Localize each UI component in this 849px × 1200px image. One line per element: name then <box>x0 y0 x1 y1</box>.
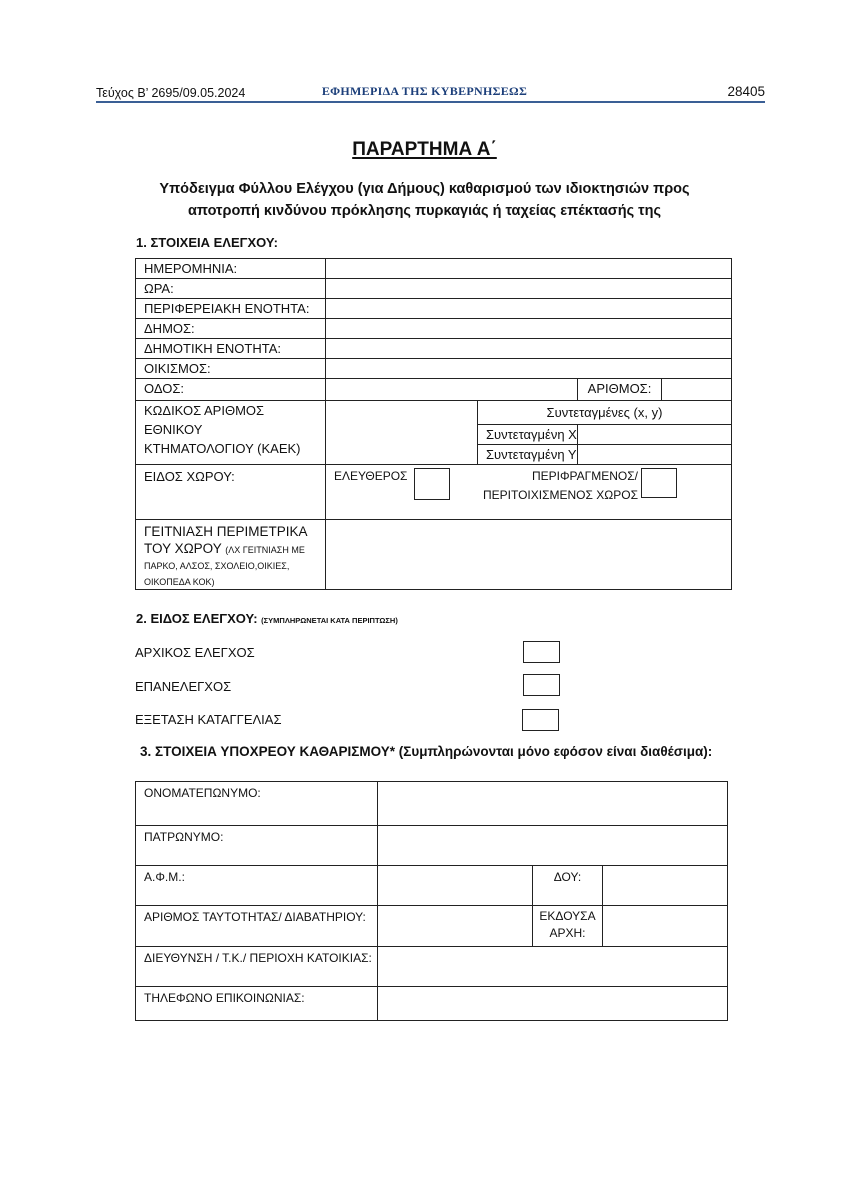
issuing-authority-label <box>533 906 603 947</box>
fenced-line-2: ΠΕΡΙΤΟΙΧΙΣΜΕΝΟΣ ΧΩΡΟΣ <box>482 488 638 502</box>
fenced-space-label <box>476 467 638 505</box>
page-number: 28405 <box>727 84 765 99</box>
full-name-field[interactable] <box>378 782 728 826</box>
father-name-field[interactable] <box>378 826 728 866</box>
issue-reference: Τεύχος Β’ 2695/09.05.2024 <box>96 86 246 100</box>
section-2-title: 2. ΕΙΔΟΣ ΕΛΕΓΧΟΥ: <box>136 611 258 626</box>
time-field[interactable] <box>326 279 732 299</box>
issuing-authority-field[interactable] <box>603 906 728 947</box>
section-2-note: (ΣΥΜΠΛΗΡΩΝΕΤΑΙ ΚΑΤΑ ΠΕΡΙΠΤΩΣΗ) <box>261 616 398 625</box>
municipality-label: ΔΗΜΟΣ: <box>136 319 326 339</box>
date-field[interactable] <box>326 259 732 279</box>
settlement-field[interactable] <box>326 359 732 379</box>
date-label: ΗΜΕΡΟΜΗΝΙΑ: <box>136 259 326 279</box>
journal-name: ΕΦΗΜΕΡΙΔΑ ΤΗΣ ΚΥΒΕΡΝΗΣΕΩΣ <box>321 84 528 98</box>
coordinates-header: Συντεταγμένες (x, y) <box>478 401 732 425</box>
afm-label: Α.Φ.Μ.: <box>136 866 378 906</box>
afm-field[interactable] <box>378 866 533 906</box>
annex-title: ΠΑΡΑΡΤΗΜΑ Α΄ <box>352 139 497 160</box>
initial-check-checkbox[interactable] <box>523 641 560 663</box>
form-subtitle <box>110 178 739 222</box>
recheck-checkbox[interactable] <box>523 674 560 696</box>
municipality-field[interactable] <box>326 319 732 339</box>
neighbors-line-2: ΤΟΥ ΧΩΡΟΥ <box>144 541 222 556</box>
section-2-heading <box>136 611 398 626</box>
fenced-space-checkbox[interactable] <box>641 468 677 498</box>
number-field[interactable] <box>662 379 732 401</box>
kaek-label <box>136 401 326 465</box>
header-rule <box>96 101 765 103</box>
regional-unit-label: ΠΕΡΙΦΕΡΕΙΑΚΗ ΕΝΟΤΗΤΑ: <box>136 299 326 319</box>
neighbors-label <box>136 520 326 590</box>
subtitle-line-1: Υπόδειγμα Φύλλου Ελέγχου (για Δήμους) καθαρισμού των ιδιοκτησιών προς <box>159 181 690 197</box>
coord-x-field[interactable] <box>578 425 732 445</box>
phone-field[interactable] <box>378 987 728 1021</box>
initial-check-label: ΑΡΧΙΚΟΣ ΕΛΕΓΧΟΣ <box>135 645 255 660</box>
kaek-label-line-1: ΚΩΔΙΚΟΣ ΑΡΙΘΜΟΣ <box>144 403 265 418</box>
municipal-unit-label: ΔΗΜΟΤΙΚΗ ΕΝΟΤΗΤΑ: <box>136 339 326 359</box>
coord-y-field[interactable] <box>578 445 732 465</box>
issuing-line-1: ΕΚΔΟΥΣΑ <box>539 909 596 923</box>
free-space-checkbox[interactable] <box>414 468 450 500</box>
space-type-options <box>326 465 732 520</box>
doy-field[interactable] <box>603 866 728 906</box>
id-number-label: ΑΡΙΘΜΟΣ ΤΑΥΤΟΤΗΤΑΣ/ ΔΙΑΒΑΤΗΡΙΟΥ: <box>136 906 378 947</box>
obligor-details-table <box>135 781 728 1021</box>
free-space-label: ΕΛΕΥΘΕΡΟΣ <box>334 469 408 483</box>
complaint-label: ΕΞΕΤΑΣΗ ΚΑΤΑΓΓΕΛΙΑΣ <box>135 712 282 727</box>
father-name-label: ΠΑΤΡΩΝΥΜΟ: <box>136 826 378 866</box>
address-label: ΔΙΕΥΘΥΝΣΗ / Τ.Κ./ ΠΕΡΙΟΧΗ ΚΑΤΟΙΚΙΑΣ: <box>136 947 378 987</box>
regional-unit-field[interactable] <box>326 299 732 319</box>
inspection-details-table <box>135 258 732 590</box>
doy-label: ΔΟΥ: <box>533 866 603 906</box>
id-number-field[interactable] <box>378 906 533 947</box>
fenced-line-1: ΠΕΡΙΦΡΑΓΜΕΝΟΣ/ <box>531 469 638 483</box>
kaek-field[interactable] <box>326 401 478 465</box>
address-field[interactable] <box>378 947 728 987</box>
kaek-label-line-2: ΕΘΝΙΚΟΥ <box>144 422 203 437</box>
street-label: ΟΔΟΣ: <box>136 379 326 401</box>
time-label: ΩΡΑ: <box>136 279 326 299</box>
section-1-heading: 1. ΣΤΟΙΧΕΙΑ ΕΛΕΓΧΟΥ: <box>136 235 278 250</box>
recheck-label: ΕΠΑΝΕΛΕΓΧΟΣ <box>135 679 232 694</box>
full-name-label: ΟΝΟΜΑΤΕΠΩΝΥΜΟ: <box>136 782 378 826</box>
coord-x-label: Συντεταγμένη Χ <box>478 425 578 445</box>
issuing-line-2: ΑΡΧΗ: <box>549 926 586 940</box>
settlement-label: ΟΙΚΙΣΜΟΣ: <box>136 359 326 379</box>
section-3-heading: 3. ΣΤΟΙΧΕΙΑ ΥΠΟΧΡΕΟΥ ΚΑΘΑΡΙΣΜΟΥ* (Συμπληρώνονται μόνο εφόσον είναι διαθέσιμα): <box>140 744 713 759</box>
neighbors-note: (ΛΧ ΓΕΙΤΝΙΑΣΗ ΜΕ ΠΑΡΚΟ, ΑΛΣΟΣ, ΣΧΟΛΕΙΟ,ΟΙΚΙΕΣ, ΟΙΚΟΠΕΔΑ ΚΟΚ) <box>144 545 305 587</box>
street-field[interactable] <box>326 379 578 401</box>
coord-y-label: Συντεταγμένη Υ <box>478 445 578 465</box>
neighbors-line-2-wrap <box>144 541 325 589</box>
neighbors-line-1: ΓΕΙΤΝΙΑΣΗ ΠΕΡΙΜΕΤΡΙΚΑ <box>144 524 308 539</box>
kaek-label-line-3: ΚΤΗΜΑΤΟΛΟΓΙΟΥ (ΚΑΕΚ) <box>144 441 301 456</box>
phone-label: ΤΗΛΕΦΩΝΟ ΕΠΙΚΟΙΝΩΝΙΑΣ: <box>136 987 378 1021</box>
complaint-checkbox[interactable] <box>522 709 559 731</box>
subtitle-line-2: αποτροπή κινδύνου πρόκλησης πυρκαγιάς ή ταχείας επέκτασής της <box>187 203 662 219</box>
number-label: ΑΡΙΘΜΟΣ: <box>578 379 662 401</box>
neighbors-field[interactable] <box>326 520 732 590</box>
municipal-unit-field[interactable] <box>326 339 732 359</box>
space-type-label: ΕΙΔΟΣ ΧΩΡΟΥ: <box>136 465 326 520</box>
